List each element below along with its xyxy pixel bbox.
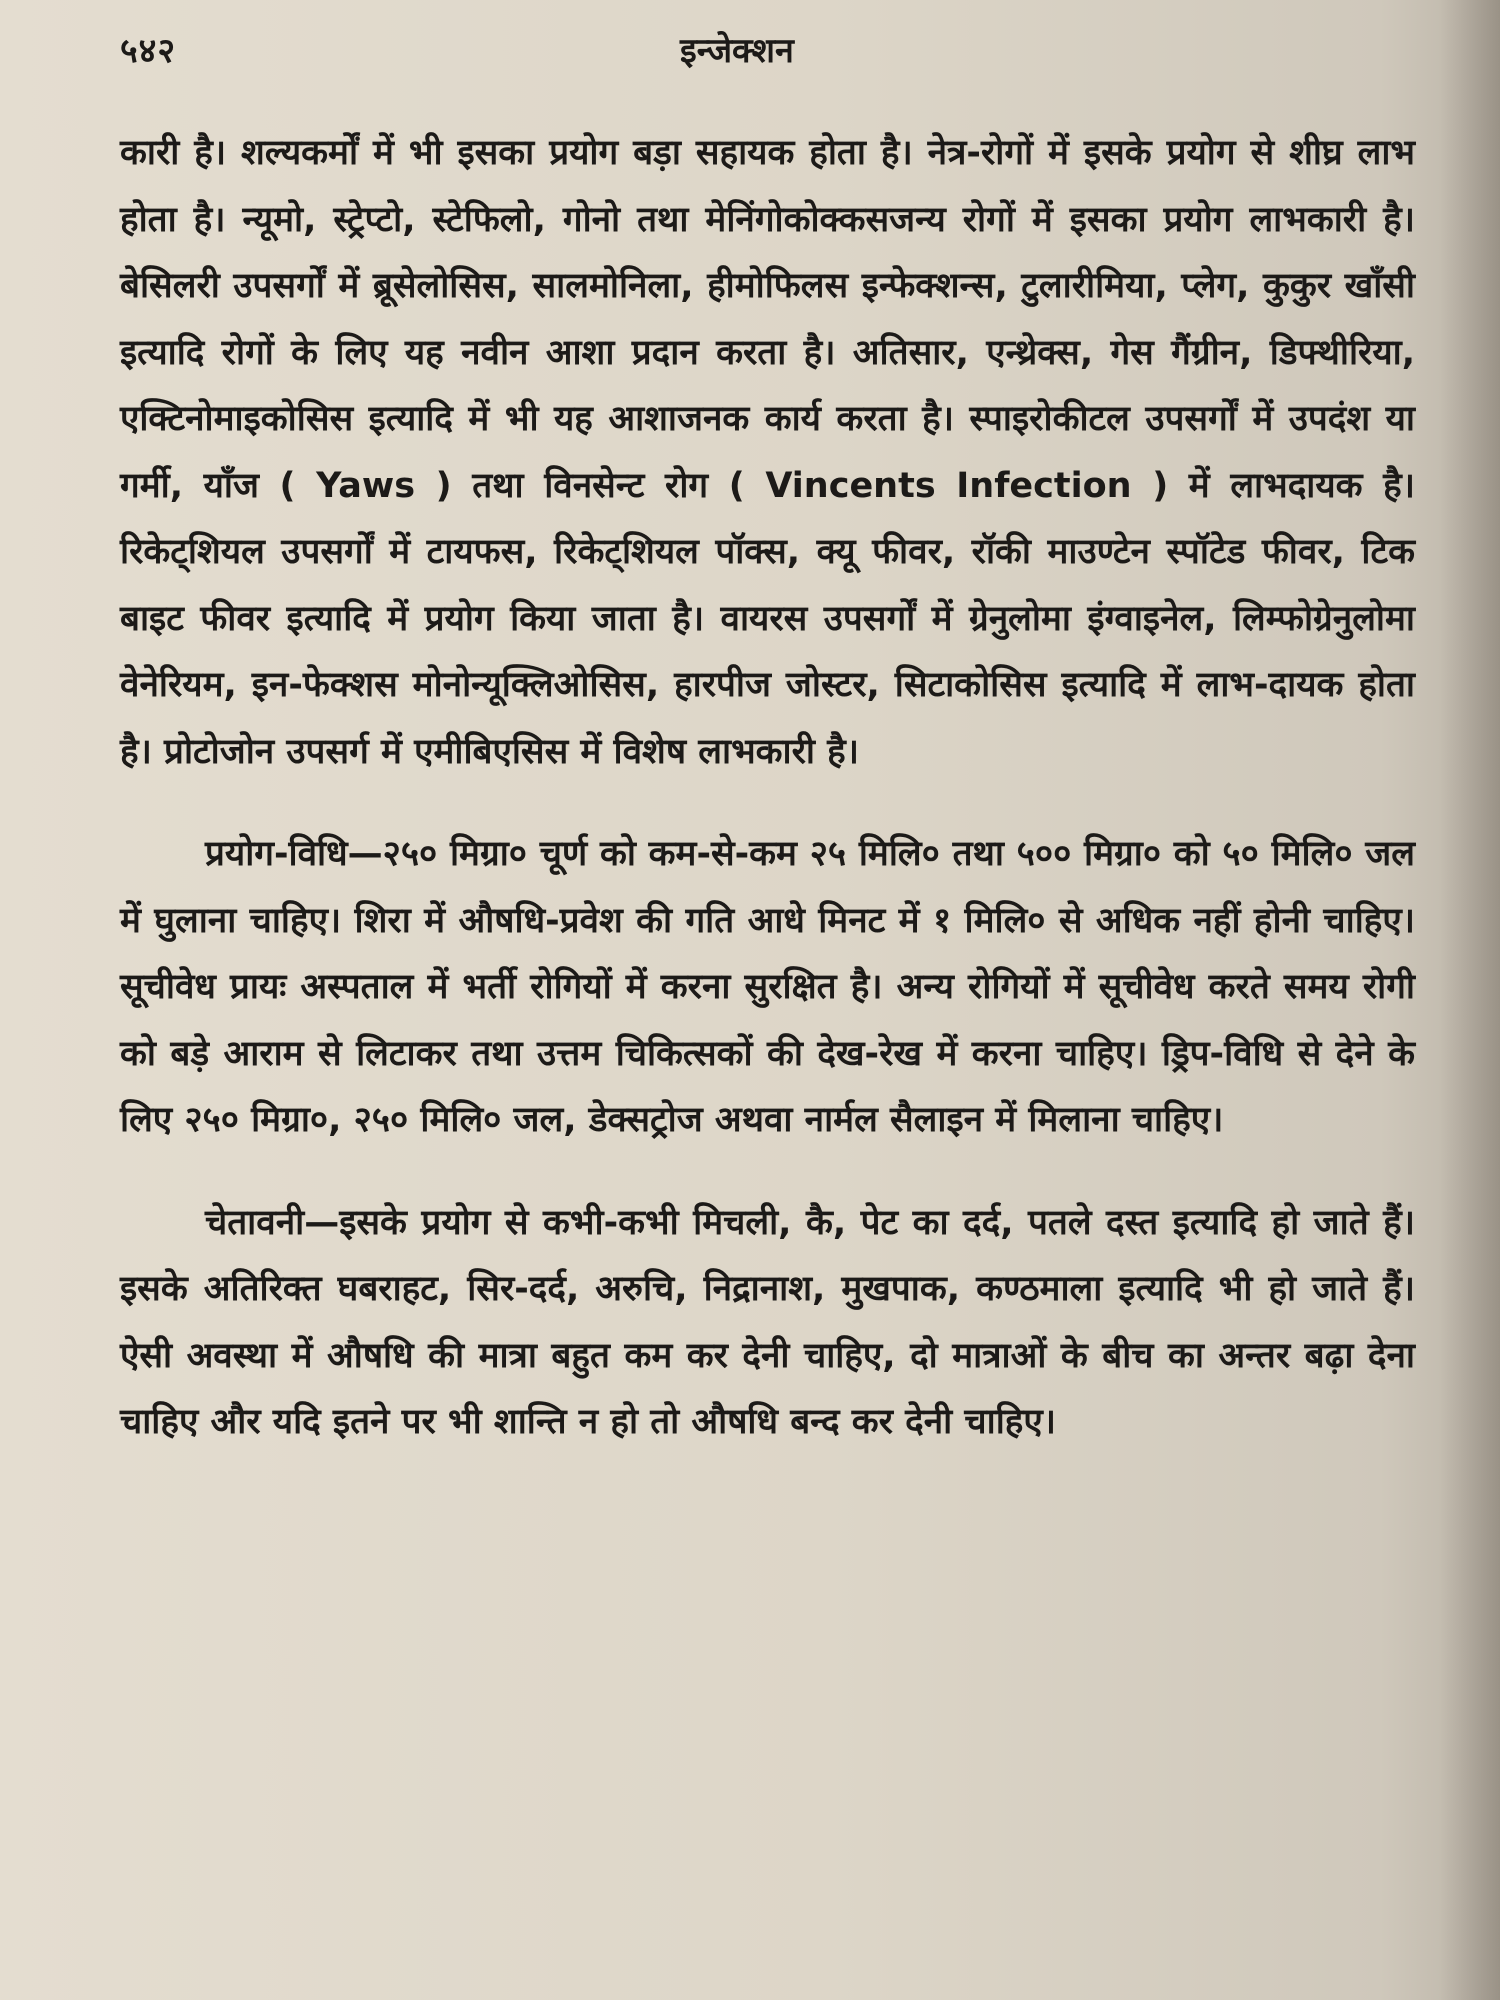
paragraph-indications — [120, 120, 1415, 785]
paragraph-method — [120, 821, 1415, 1154]
page-header — [120, 20, 1415, 76]
paragraph-text: २५० मिग्रा० चूर्ण को कम-से-कम २५ मिलि० तथा ५०० मिग्रा० को ५० मिलि० जल में घुलाना चाहिए। शिरा में औषधि-प्रवेश की गति आधे मिनट में १ मिलि० से अधिक नहीं होनी चाहिए। सूचीवेध प्रायः अस्पताल में भर्ती रोगियों में करना सुरक्षित है। अन्य रोगियों में सूचीवेध करते समय रोगी को बड़े आराम से लिटाकर तथा उत्तम चिकित्सकों की देख-रेख में करना चाहिए। ड्रिप-विधि से देने के लिए २५० मिग्रा०, २५० मिलि० जल, डेक्सट्रोज अथवा नार्मल सैलाइन में मिलाना चाहिए। — [120, 834, 1415, 1140]
paragraph-text: इसके प्रयोग से कभी-कभी मिचली, कै, पेट का दर्द, पतले दस्त इत्यादि हो जाते हैं। इसके अतिरिक्त घबराहट, सिर-दर्द, अरुचि, निद्रानाश, मुखपाक, कण्ठमाला इत्यादि भी हो जाते हैं। ऐसी अवस्था में औषधि की मात्रा बहुत कम कर देनी चाहिए, दो मात्राओं के बीच का अन्तर बढ़ा देना चाहिए और यदि इतने पर भी शान्ति न हो तो औषधि बन्द कर देनी चाहिए। — [120, 1202, 1415, 1442]
running-title: इन्जेक्शन — [680, 31, 794, 71]
paragraph-heading-method: प्रयोग-विधि— — [205, 834, 383, 874]
paragraph-heading-warning: चेतावनी— — [205, 1202, 340, 1243]
page-edge-shadow — [1440, 0, 1500, 2000]
paragraph-warning — [120, 1190, 1415, 1456]
paragraph-text: कारी है। शल्यकर्मों में भी इसका प्रयोग बड़ा सहायक होता है। नेत्र-रोगों में इसके प्रयोग से शीघ्र लाभ होता है। न्यूमो, स्ट्रेप्टो, स्टेफिलो, गोनो तथा मेनिंगोकोक्कसजन्य रोगों में इसका प्रयोग लाभकारी है। बेसिलरी उपसर्गों में ब्रूसेलोसिस, सालमोनिला, हीमोफिलस इन्फेक्शन्स, टुलारीमिया, प्लेग, कुकुर खाँसी इत्यादि रोगों के लिए यह नवीन आशा प्रदान करता है। अतिसार, एन्थ्रेक्स, गेस गैंग्रीन, डिफ्थीरिया, एक्टिनोमाइकोसिस इत्यादि में भी यह आशाजनक कार्य करता है। स्पाइरोकीटल उपसर्गों में उपदंश या गर्मी, याँज ( Yaws ) तथा विनसेन्ट रोग ( Vincents Infection ) में लाभदायक है। रिकेट्शियल उपसर्गों में टायफस, रिकेट्शियल पॉक्स, क्यू फीवर, रॉकी माउण्टेन स्पॉटेड फीवर, टिक बाइट फीवर इत्यादि में प्रयोग किया जाता है। वायरस उपसर्गों में ग्रेनुलोमा इंग्वाइनेल, लिम्फोग्रेनुलोमा वेनेरियम, इन-फेक्शस मोनोन्यूक्लिओसिस, हारपीज जोस्टर, सिटाकोसिस इत्यादि में लाभ-दायक होता है। प्रोटोजोन उपसर्ग में एमीबिएसिस में विशेष लाभकारी है। — [120, 133, 1415, 772]
page-number: ५४२ — [120, 31, 177, 71]
